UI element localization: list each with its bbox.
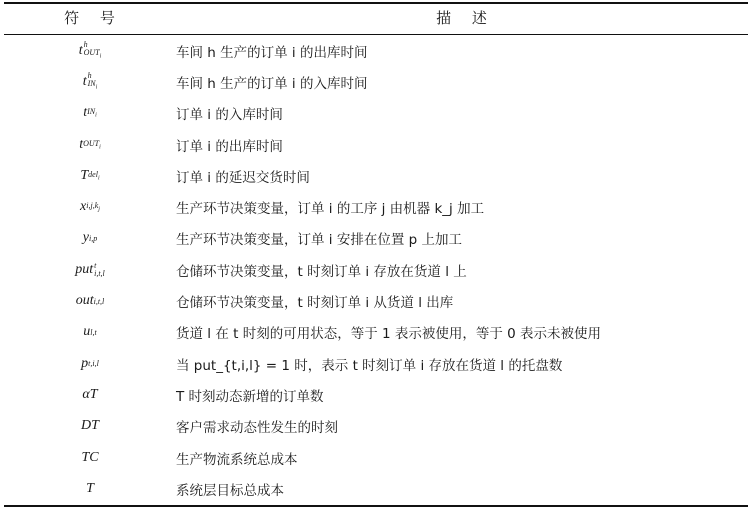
description-cell: 订单 i 的延迟交货时间 bbox=[176, 169, 310, 186]
symbol-cell: t h $OUT_i$ bbox=[78, 39, 102, 60]
table-row bbox=[4, 98, 748, 129]
description-cell: 系统层目标总成本 bbox=[176, 482, 284, 499]
table-row bbox=[4, 285, 748, 316]
symbol-cell: x $i,j,k_j$ bbox=[80, 199, 100, 215]
description-cell: 客户需求动态性发生的时刻 bbox=[176, 420, 338, 437]
symbol-cell: DT bbox=[81, 418, 99, 434]
table-row bbox=[4, 473, 748, 504]
description-cell: T 时刻动态新增的订单数 bbox=[176, 388, 324, 405]
table-row bbox=[4, 348, 748, 379]
header-description: 描 述 bbox=[436, 9, 488, 27]
symbol-cell: T bbox=[86, 480, 94, 496]
symbol-cell: T del$_i$ bbox=[80, 167, 100, 183]
symbol-cell: TC bbox=[81, 449, 99, 465]
symbol-cell: y i,p bbox=[82, 230, 98, 246]
symbol-cell: t $OUT_i$ bbox=[79, 136, 101, 152]
table-row bbox=[4, 191, 748, 222]
table-row bbox=[4, 254, 748, 285]
symbol-cell: αT bbox=[82, 386, 98, 402]
table-row bbox=[4, 66, 748, 97]
description-cell: 订单 i 的出库时间 bbox=[176, 138, 283, 155]
symbol-cell: out i,t,l bbox=[75, 293, 105, 309]
description-cell: 生产环节决策变量，订单 i 的工序 j 由机器 k_j 加工 bbox=[176, 201, 485, 218]
description-cell: 订单 i 的入库时间 bbox=[176, 107, 283, 124]
table-row bbox=[4, 223, 748, 254]
table-row bbox=[4, 379, 748, 410]
table-row bbox=[4, 160, 748, 191]
table-row bbox=[4, 129, 748, 160]
description-cell: 仓储环节决策变量，t 时刻订单 i 从货道 l 出库 bbox=[176, 295, 454, 312]
symbol-cell: put t i,t,l bbox=[75, 260, 105, 278]
description-cell: 车间 h 生产的订单 i 的入库时间 bbox=[176, 75, 368, 92]
table-row bbox=[4, 411, 748, 442]
table-body bbox=[4, 35, 748, 504]
symbol-cell: t h $IN_i$ bbox=[82, 71, 98, 91]
symbol-cell: p t,i,l bbox=[81, 355, 99, 371]
top-rule bbox=[4, 2, 748, 4]
header-symbol: 符 号 bbox=[64, 9, 116, 27]
symbol-cell: t $IN_i$ bbox=[83, 105, 97, 121]
table-row bbox=[4, 442, 748, 473]
symbol-cell: u l,t bbox=[83, 324, 97, 340]
description-cell: 生产环节决策变量，订单 i 安排在位置 p 上加工 bbox=[176, 232, 462, 249]
table-row bbox=[4, 317, 748, 348]
description-cell: 车间 h 生产的订单 i 的出库时间 bbox=[176, 44, 368, 61]
table-header bbox=[4, 7, 748, 33]
description-cell: 货道 l 在 t 时刻的可用状态，等于 1 表示被使用，等于 0 表示未被使用 bbox=[176, 326, 602, 343]
description-cell: 生产物流系统总成本 bbox=[176, 451, 298, 468]
table-row bbox=[4, 35, 748, 66]
description-cell: 当 put_{t,i,l} = 1 时，表示 t 时刻订单 i 存放在货道 l 的托盘数 bbox=[176, 357, 563, 374]
description-cell: 仓储环节决策变量，t 时刻订单 i 存放在货道 l 上 bbox=[176, 263, 467, 280]
